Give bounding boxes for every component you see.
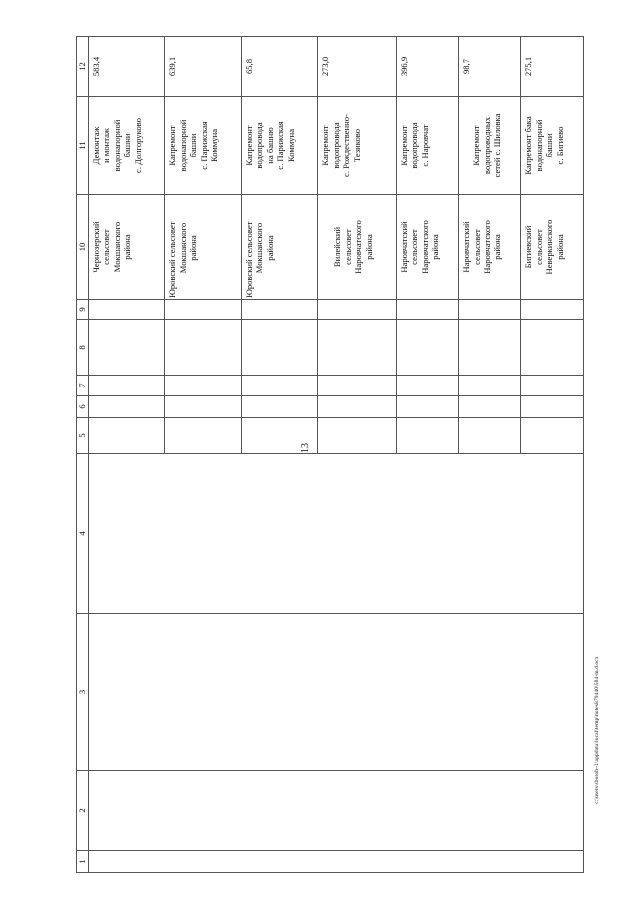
cell-col5 [396,418,458,454]
cell-work-description: Капремонт водопровода с. Наровчат [396,97,458,195]
cell-col7 [521,376,584,396]
cell-amount: 65,8 [241,37,317,97]
footer-file-path: c:\users\sboroh~1\appdata\local\temp\notes879440\504-m.d.ocx [594,656,600,804]
column-number: 7 [77,376,89,396]
cell-col8 [165,320,241,376]
cell-col5 [165,418,241,454]
column-number: 3 [77,614,89,771]
page-number: 13 [300,443,311,453]
cell-col7 [241,376,317,396]
column-number: 12 [77,37,89,97]
column-number: 8 [77,320,89,376]
cell-col8 [396,320,458,376]
cell-municipality: Юровский сельсовет Мокшанского района [241,195,317,300]
cell-amount: 396,9 [396,37,458,97]
cell-col8 [521,320,584,376]
cell-col2 [89,771,584,851]
column-number: 1 [77,851,89,873]
cell-work-description: Демонтаж и монтаж водонапорной башни с. Долгоруково [89,97,165,195]
cell-col9 [165,300,241,320]
cell-col7 [165,376,241,396]
cell-col9 [459,300,521,320]
column-number: 2 [77,771,89,851]
data-table [76,36,584,873]
cell-col6 [318,396,396,418]
cell-municipality: Чернозерский сельсовет Мокшанского района [89,195,165,300]
cell-amount: 275,1 [521,37,584,97]
cell-col9 [521,300,584,320]
cell-col6 [459,396,521,418]
cell-col5 [318,418,396,454]
cell-col3 [89,614,584,771]
cell-col7 [459,376,521,396]
cell-municipality: Бигиевский сельсовет Неверкинского района [521,195,584,300]
cell-col7 [396,376,458,396]
cell-amount: 273,0 [318,37,396,97]
cell-col6 [396,396,458,418]
column-number: 9 [77,300,89,320]
cell-col9 [396,300,458,320]
cell-municipality: Наровчатский сельсовет Наровчатского района [459,195,521,300]
cell-work-description: Капремонт водопроводных сетей с. Шиловка [459,97,521,195]
cell-municipality: Вилейский сельсовет Наровчатского района [318,195,396,300]
column-number-row [77,37,89,873]
cell-col5 [89,418,165,454]
cell-col8 [89,320,165,376]
rotated-table [76,37,584,873]
cell-col9 [318,300,396,320]
cell-col9 [241,300,317,320]
cell-col4 [89,454,584,614]
cell-col7 [318,376,396,396]
cell-col8 [318,320,396,376]
cell-work-description: Капремонт бака водонапорной башни с. Бигиево [521,97,584,195]
column-number: 4 [77,454,89,614]
cell-col5 [521,418,584,454]
cell-col8 [241,320,317,376]
cell-col6 [89,396,165,418]
cell-col1 [89,851,584,873]
cell-col5 [459,418,521,454]
cell-amount: 583,4 [89,37,165,97]
table-container [76,37,584,873]
column-number: 6 [77,396,89,418]
cell-col6 [165,396,241,418]
cell-work-description: Капремонт водонапорной башни с. Парижская Коммуна [165,97,241,195]
cell-municipality: Наровчатский сельсовет Наровчатского района [396,195,458,300]
cell-work-description: Капремонт водопровода на башню с. Парижская Коммуна [241,97,317,195]
table-body [89,37,584,873]
cell-work-description: Капремонт водопровода с. Рождественно- Тезиково [318,97,396,195]
cell-amount: 98,7 [459,37,521,97]
cell-col5 [241,418,317,454]
cell-col9 [89,300,165,320]
table-row [89,37,165,873]
column-number: 11 [77,97,89,195]
cell-col7 [89,376,165,396]
cell-col6 [521,396,584,418]
cell-municipality: Юровский сельсовет Мокшанского района [165,195,241,300]
cell-col8 [459,320,521,376]
column-number: 10 [77,195,89,300]
cell-amount: 639,1 [165,37,241,97]
column-number: 5 [77,418,89,454]
cell-col6 [241,396,317,418]
